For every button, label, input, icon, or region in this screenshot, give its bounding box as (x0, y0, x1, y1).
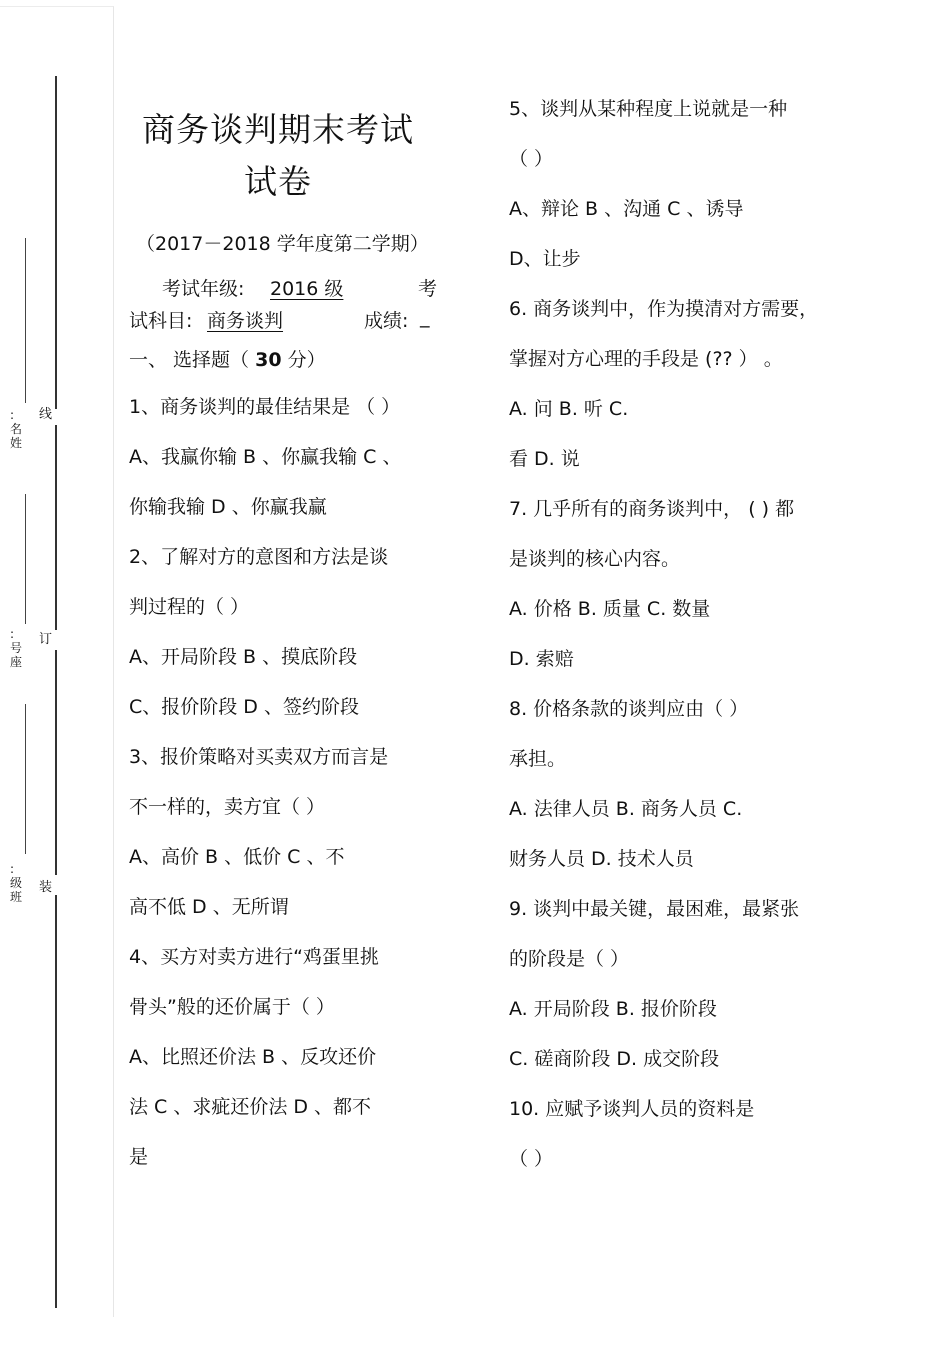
question-line: A. 价格 B. 质量 C. 数量 (509, 598, 711, 620)
section-heading-suffix: 分） (281, 349, 326, 371)
score-label: 成绩: (364, 310, 409, 332)
section-heading (129, 345, 326, 372)
subject-value: 商务谈判 (207, 310, 284, 332)
question-line: 骨头”般的还价属于（ ） (129, 996, 335, 1018)
question-line: 掌握对方心理的手段是 (?? ） 。 (509, 348, 783, 370)
exam-title (128, 104, 428, 208)
field-colon: : (10, 408, 15, 422)
question-line: A、我赢你输 B 、你赢我输 C 、 (129, 446, 402, 468)
question-line: 是谈判的核心内容。 (509, 548, 681, 570)
subject-label-prefix: 考 (418, 278, 438, 300)
binding-line-segment (55, 425, 57, 630)
question-line: （ ） (509, 148, 554, 170)
margin-word-ding: 订 (39, 632, 53, 647)
seat-field-label (10, 627, 24, 669)
subject-label: 试科目: (129, 310, 193, 332)
question-line: 财务人员 D. 技术人员 (509, 848, 694, 870)
question-line: C、报价阶段 D 、签约阶段 (129, 696, 359, 718)
question-line: 判过程的（ ） (129, 596, 250, 618)
field-char: 级 (10, 876, 23, 890)
question-line: A. 法律人员 B. 商务人员 C. (509, 798, 743, 820)
question-line: 的阶段是（ ） (509, 948, 630, 970)
field-char: 姓 (10, 436, 23, 450)
question-line: 4、买方对卖方进行“鸡蛋里挑 (129, 946, 379, 968)
class-field-line (25, 704, 26, 854)
question-line: 你输我输 D 、你赢我赢 (129, 496, 327, 518)
question-line: 3、报价策略对买卖双方而言是 (129, 746, 389, 768)
binding-line-segment (55, 895, 57, 1308)
class-field-label (10, 862, 24, 904)
section-heading-prefix: 一、 选择题（ (129, 349, 256, 371)
exam-term: （2017－2018 学年度第二学期） (136, 233, 429, 255)
question-line: 1、商务谈判的最佳结果是 （ ） (129, 396, 401, 418)
question-line: A. 开局阶段 B. 报价阶段 (509, 998, 717, 1020)
question-line: D、让步 (509, 248, 581, 270)
question-line: 是 (129, 1146, 149, 1168)
field-char: 座 (10, 655, 23, 669)
margin-word-zhuang: 装 (39, 880, 53, 895)
question-line: 9. 谈判中最关键，最困难，最紧张 (509, 898, 800, 920)
seat-field-line (25, 494, 26, 624)
question-line: 高不低 D 、无所谓 (129, 896, 289, 918)
field-colon: : (10, 862, 15, 876)
binding-line-segment (55, 650, 57, 875)
question-line: A、辩论 B 、沟通 C 、诱导 (509, 198, 744, 220)
question-line: 10. 应赋予谈判人员的资料是 (509, 1098, 755, 1120)
question-line: 法 C 、求疵还价法 D 、都不 (129, 1096, 372, 1118)
margin-word-line: 线 (39, 407, 53, 422)
question-line: 5、谈判从某种程度上说就是一种 (509, 98, 788, 120)
question-line: A、比照还价法 B 、反攻还价 (129, 1046, 377, 1068)
exam-title-line2: 试卷 (244, 162, 312, 201)
field-colon: : (10, 627, 15, 641)
grade-label: 考试年级: (162, 278, 245, 300)
question-line: 6. 商务谈判中，作为摸清对方需要， (509, 298, 819, 320)
question-line: C. 磋商阶段 D. 成交阶段 (509, 1048, 720, 1070)
question-line: （ ） (509, 1148, 554, 1170)
question-line: A、开局阶段 B 、摸底阶段 (129, 646, 358, 668)
name-field-label (10, 408, 24, 450)
question-line: 7. 几乎所有的商务谈判中， ( ) 都 (509, 498, 795, 520)
question-line: A、高价 B 、低价 C 、不 (129, 846, 345, 868)
question-line: A. 问 B. 听 C. (509, 398, 629, 420)
section-points: 30 (255, 349, 282, 371)
question-line: 8. 价格条款的谈判应由（ ） (509, 698, 749, 720)
question-line: D. 索赔 (509, 648, 574, 670)
question-line: 不一样的，卖方宜（ ） (129, 796, 326, 818)
field-char: 号 (10, 641, 23, 655)
field-char: 班 (10, 890, 23, 904)
name-field-line (25, 238, 26, 403)
exam-title-line1: 商务谈判期末考试 (142, 110, 414, 149)
score-blank: _ (420, 306, 430, 328)
question-line: 2、了解对方的意图和方法是谈 (129, 546, 389, 568)
question-line: 承担。 (509, 748, 567, 770)
binding-line-segment (55, 76, 57, 409)
question-line: 看 D. 说 (509, 448, 580, 470)
field-char: 名 (10, 422, 23, 436)
grade-value: 2016 级 (270, 278, 344, 300)
